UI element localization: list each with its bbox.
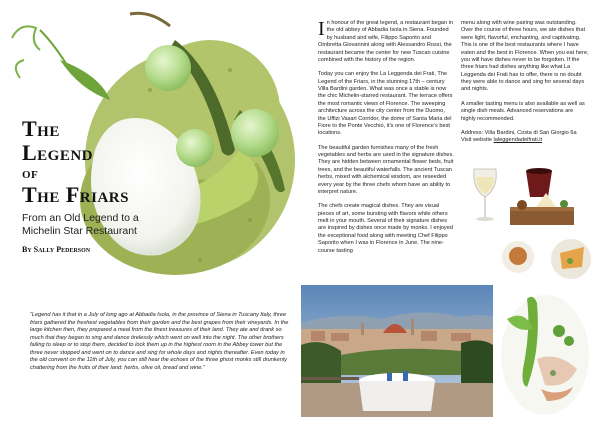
florence-terrace-photo — [301, 285, 493, 417]
col1-paragraph-4: The chefs create magical dishes. They are visual pieces of art, some bursting with flavors while others melt in your mouth. Several of their signature dishes are inspired by dishes once made by monks. I enjoyed the exceptional food along with meeting Chef Filippo Saporito when I was in Florence in June. The nine-course tasting — [318, 203, 453, 254]
address-text: Address: Villa Bardini, Costa di San Giorgio 6a — [461, 129, 577, 136]
col2-paragraph-1: menu along with wine pairing was outstanding. Over the course of three hours, we ate dishes that were light, flavorful, enchanting, and captivating. This is one of the best restaurants where I have eaten and the best in Florence. When you eat here, you will have dishes never to be forgotten. If the three friars had dishes anything like what La Leggenda dei Frati has to offer, there is no doubt they were able to dance and sing for several days and nights. — [461, 20, 589, 93]
article-column-1 — [318, 20, 454, 262]
title-line-2: Legend — [22, 140, 94, 165]
article-column-2 — [461, 20, 589, 152]
visit-prefix: Visit website — [461, 137, 494, 144]
col2-address-block — [461, 130, 589, 145]
drop-cap: I — [318, 18, 325, 40]
title-line-3: of — [22, 165, 39, 182]
plated-dish-photo — [497, 289, 590, 417]
title-line-4: The Friars — [22, 182, 129, 207]
col1-paragraph-1-text: n honour of the great legend, a restaurant began in the old abbey of Abbadia Isola in Siena. Founded by husband and wife, Filippo Saporito and Ombretta Giovannini along with Alessandro Rossi, the restaurant became the center for new Tuscan cuisine combined with the history of the region. — [318, 20, 453, 63]
col2-paragraph-2: A smaller tasting menu is also available as well as single dish meals. Advanced reservations are highly recommended. — [461, 100, 585, 122]
col1-paragraph-3: The beautiful garden furnishes many of the fresh vegetables and herbs are used in the signature dishes. They are hidden between ornamental flower beds, fruit trees, and the beautiful waterfalls. The ancient Tuscan herbs, mixed with alchemical wisdom, are reseeded every year by the three chefs whom have an ability to interpret nature. — [318, 144, 454, 195]
title-line-1: The — [22, 116, 60, 141]
byline: By Sally Pederson — [22, 245, 91, 255]
col1-paragraph-2: Today you can enjoy the La Leggenda dei Frati, The Legend of the Friars, in the stunning 17th – century Villa Bardini garden. What was once a stable is now the chic Michelin-starred restaurant. The terrace offers the most romantic views of Florence. The sweeping architecture across the city center from the Duomo, the Uffizi Vasari Corridor, the dome of Santa Maria del Fiore to the Ponte Vecchio, it’s one of Florence’s best locations. — [318, 71, 453, 137]
dessert-wine-photo — [466, 163, 594, 285]
article-subtitle: From an Old Legend to a Michelin Star Restaurant — [22, 212, 139, 237]
col1-paragraph-1 — [318, 20, 454, 64]
article-title-block — [22, 118, 202, 254]
legend-quote: “Legend has it that in a July of long ago at Abbadia Isola, in the province of Siena in Tuscany Italy, three friars gathered the freshest vegetables from their garden and the best grapes from their vineyards. In the large kitchen then, they prepared a meal from the finest treasures of their land. They ate and drank so much that they began to sing and dance tirelessly which went on well into the night. The other brothers failing to sleep or to stop them, decided to lock them up in the highest room in the Abbey tower but the three never stopped and went on to dance and sing for whole days and nights thereafter. Even today in the old convent on the 11th of July, you can still hear the echoes of the three ghost monks still drunkenly chattering from the fruits of their land: herbs, olive oil, bread and wine.” — [30, 312, 289, 371]
website-link[interactable]: laleggendadeifrati.it — [493, 137, 543, 144]
